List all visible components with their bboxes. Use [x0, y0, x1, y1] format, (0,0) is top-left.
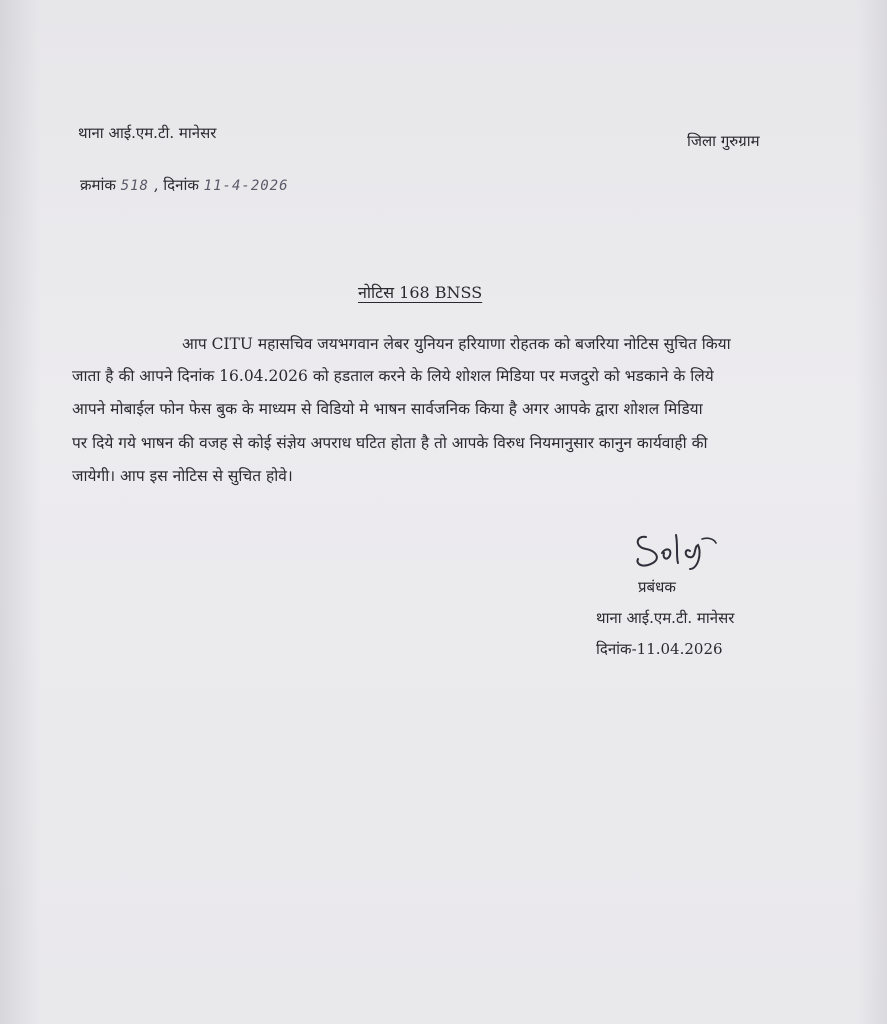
- notice-body-line: पर दिये गये भाषन की वजह से कोई संज्ञेय अपराध घटित होता है तो आपके विरुध नियमानुसार कानुन कार्यवाही की: [72, 434, 708, 452]
- notice-body-line: जाता है की आपने दिनांक 16.04.2026 को हडताल करने के लिये शोशल मिडिया पर मजदुरो को भडकाने के लिये: [72, 367, 714, 385]
- signatory-station: थाना आई.एम.टी. मानेसर: [596, 609, 735, 627]
- notice-body-line: जायेगी। आप इस नोटिस से सुचित होवे।: [72, 467, 293, 485]
- reference-line: [80, 175, 289, 196]
- notice-body-line: आप CITU महासचिव जयभगवान लेबर युनियन हरियाणा रोहतक को बजरिया नोटिस सुचित किया: [182, 335, 731, 353]
- reference-number-label: क्रमांक: [80, 176, 116, 194]
- handwritten-signature: [632, 525, 722, 575]
- signatory-date: दिनांक-11.04.2026: [596, 640, 723, 658]
- notice-body-line: आपने मोबाईल फोन फेस बुक के माध्यम से विडियो मे भाषन सार्वजनिक किया है अगर आपके द्वारा शोशल मिडिया: [72, 400, 703, 418]
- handwritten-reference-date: 11-4-2026: [203, 178, 289, 194]
- district-name: जिला गुरुग्राम: [687, 132, 760, 150]
- signatory-designation: प्रबंधक: [638, 578, 676, 596]
- reference-date-label: , दिनांक: [153, 176, 199, 194]
- issuing-station: थाना आई.एम.टी. मानेसर: [78, 124, 217, 142]
- notice-title: नोटिस 168 BNSS: [358, 283, 483, 302]
- handwritten-reference-number: 518: [120, 178, 149, 194]
